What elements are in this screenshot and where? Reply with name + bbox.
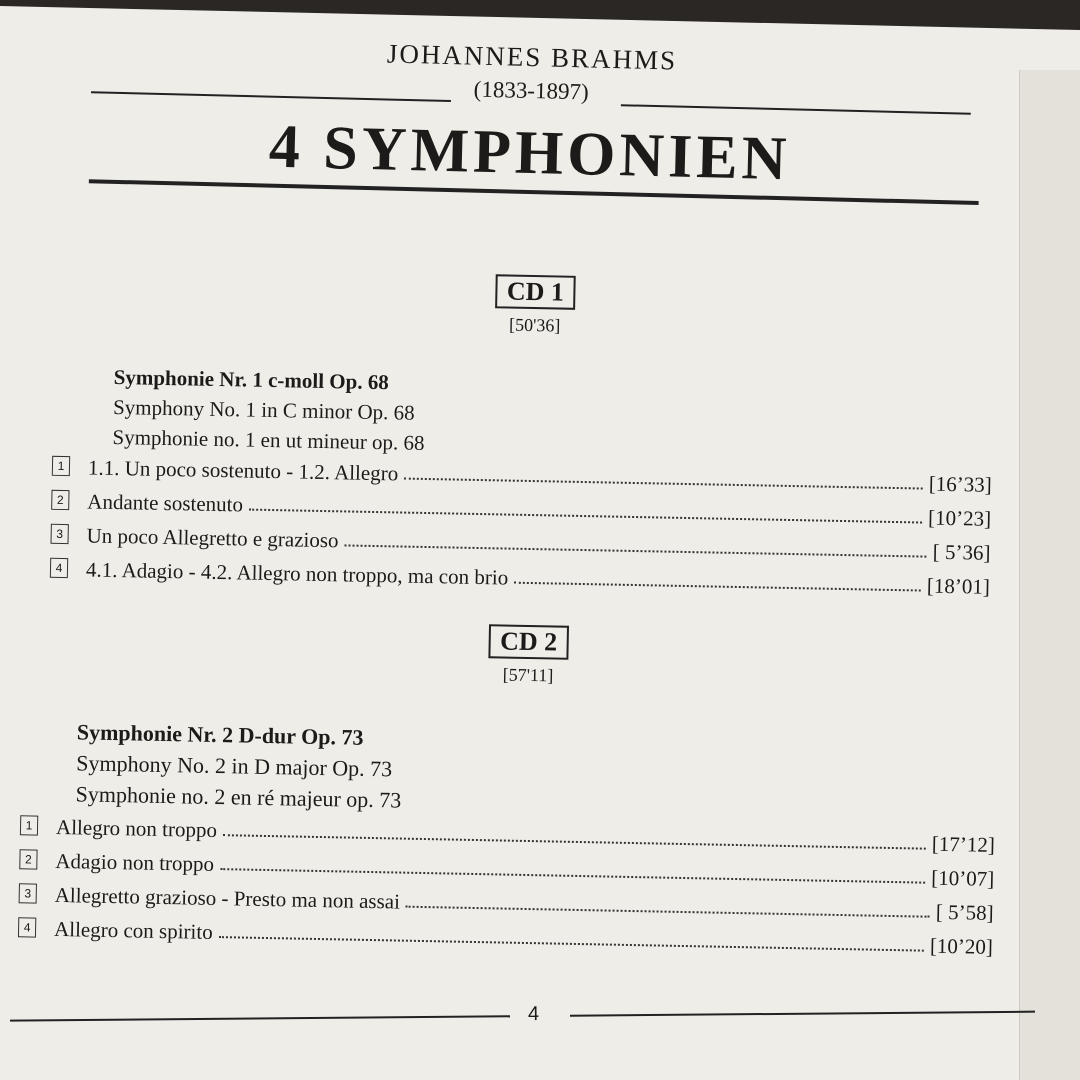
top-shadow <box>0 0 1080 30</box>
tracklist-content <box>23 261 1015 1039</box>
track-title: 4.1. Adagio - 4.2. Allegro non troppo, ma con brio <box>85 557 509 590</box>
track-number: 1 <box>20 815 38 835</box>
cd2-symphony <box>75 716 402 815</box>
cd1-track-list <box>50 446 992 600</box>
footer-rule-left <box>10 1015 510 1021</box>
cd1-duration: [50'36] <box>508 314 561 336</box>
track-time: [17’12] <box>931 831 996 857</box>
cd1-symphony <box>112 362 426 458</box>
cd1-label: CD 1 <box>496 274 576 310</box>
cd2-heading <box>48 616 1009 695</box>
track-time: [18’01] <box>926 573 991 599</box>
cd2-duration: [57'11] <box>502 664 554 686</box>
track-title: Andante sostenuto <box>87 489 244 517</box>
track-number: 4 <box>50 558 68 578</box>
page-header <box>58 29 1003 252</box>
footer-rule-right <box>570 1011 1035 1017</box>
track-number: 1 <box>52 456 70 476</box>
next-page-edge <box>1019 70 1080 1080</box>
cd2-label: CD 2 <box>489 624 569 660</box>
track-number: 4 <box>18 917 36 937</box>
track-title: Allegro non troppo <box>55 814 218 843</box>
track-number: 2 <box>51 490 69 510</box>
dot-leader <box>219 936 924 952</box>
track-title: Allegretto grazioso - Presto ma non assai <box>54 882 401 914</box>
track-title: Un poco Allegretto e grazioso <box>86 523 339 553</box>
track-title: Adagio non troppo <box>55 848 215 876</box>
cd1-heading <box>55 266 1016 345</box>
track-time: [10’20] <box>929 933 994 959</box>
cd2-track-list <box>18 805 995 960</box>
track-number: 3 <box>50 524 68 544</box>
track-number: 3 <box>19 883 37 903</box>
track-time: [10’07] <box>931 865 995 891</box>
track-time: [ 5’58] <box>935 899 994 925</box>
cd1-symphony-fr: Symphonie no. 1 en ut mineur op. 68 <box>112 424 425 455</box>
track-time: [16’33] <box>928 471 993 497</box>
dot-leader <box>514 582 921 592</box>
page-title: 4 SYMPHONIEN <box>268 112 792 194</box>
cd2-symphony-fr: Symphonie no. 2 en ré majeur op. 73 <box>75 781 402 813</box>
cd1-symphony-de: Symphonie Nr. 1 c-moll Op. 68 <box>113 364 390 395</box>
cd2-symphony-de: Symphonie Nr. 2 D-dur Op. 73 <box>76 719 364 750</box>
cd2-symphony-en: Symphony No. 2 in D major Op. 73 <box>76 750 393 782</box>
track-number: 2 <box>19 849 37 869</box>
cd1-symphony-en: Symphony No. 1 in C minor Op. 68 <box>112 394 415 425</box>
track-time: [10’23] <box>927 505 992 531</box>
track-title: Allegro con spirito <box>53 916 213 944</box>
composer-name: JOHANNES BRAHMS <box>386 38 678 76</box>
track-title: 1.1. Un poco sostenuto - 1.2. Allegro <box>87 455 399 486</box>
composer-dates: (1833-1897) <box>473 76 589 105</box>
track-time: [ 5’36] <box>932 539 991 565</box>
page-number: 4 <box>527 1003 540 1026</box>
